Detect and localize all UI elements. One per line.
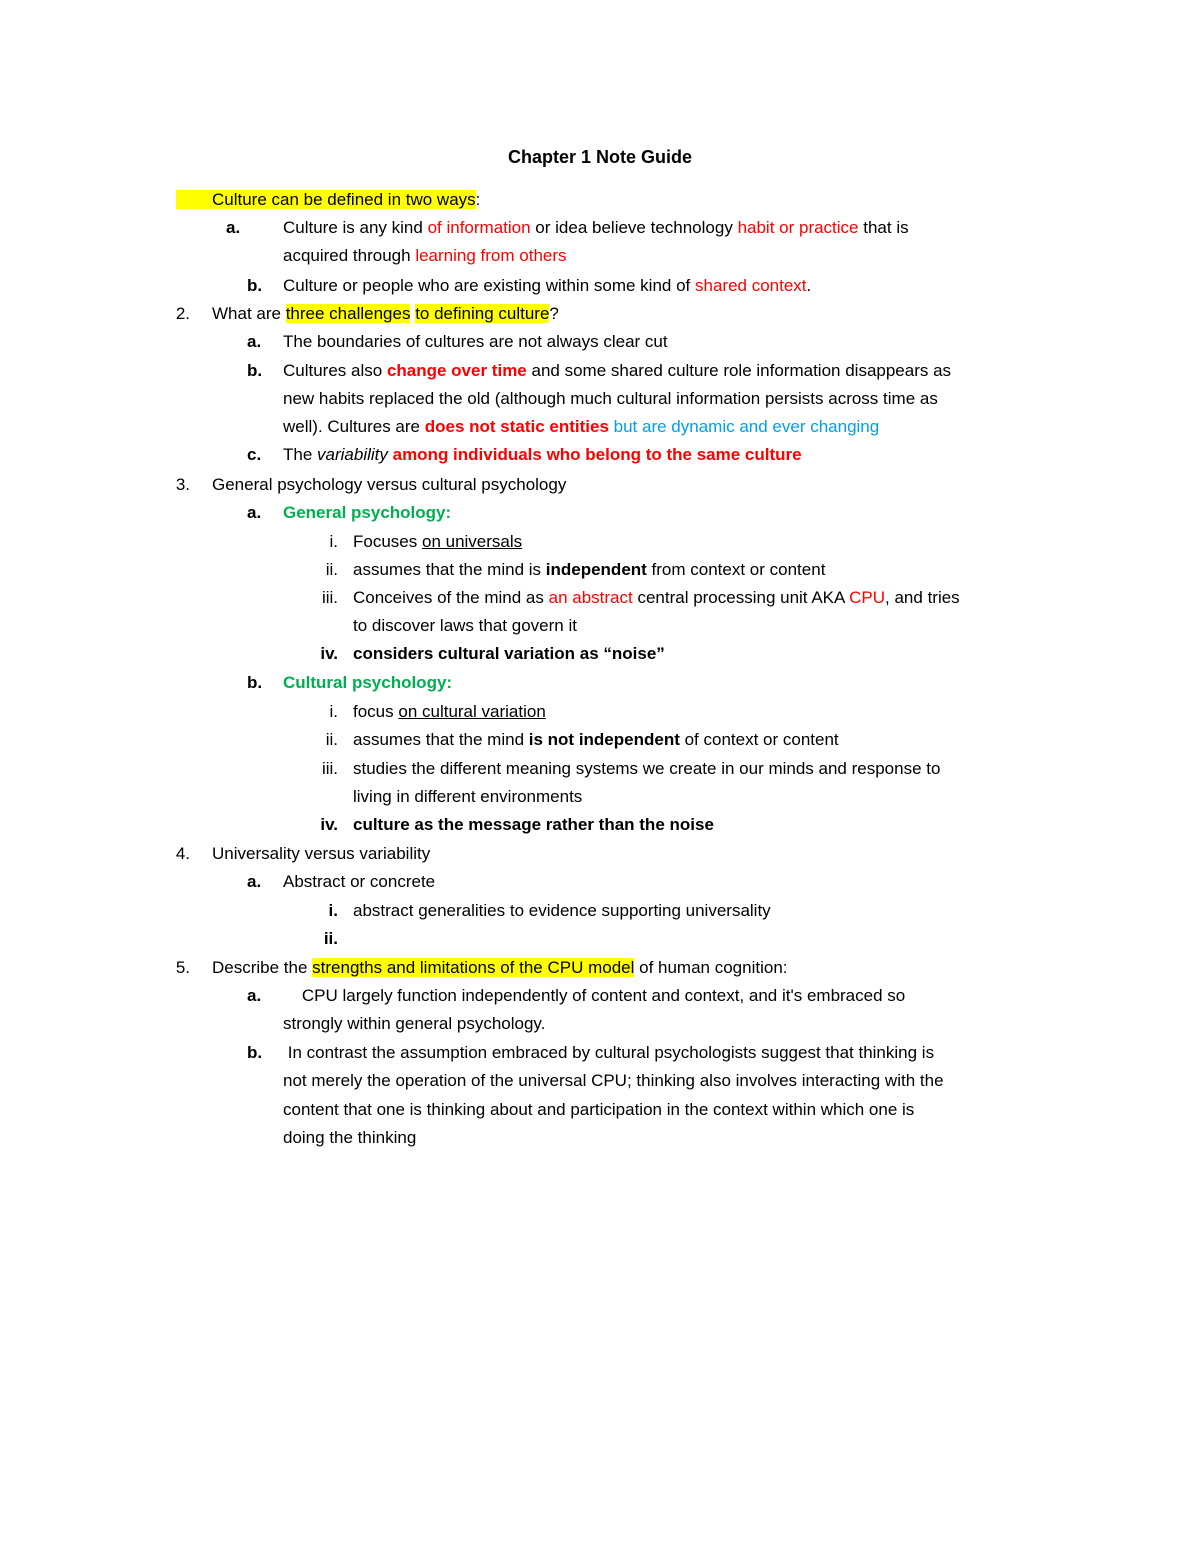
item-3b-ii — [353, 726, 839, 754]
item-2-number: 2. — [175, 304, 190, 323]
text-span: shared context — [695, 276, 807, 295]
text-span: CPU — [849, 588, 886, 607]
item-5a-line1: CPU largely function independently of content and context, and it's embraced so — [283, 986, 906, 1005]
item-1b-marker: b. — [247, 276, 263, 295]
text-span: among individuals who belong to the same culture — [387, 445, 802, 464]
text-span: change over time — [386, 361, 527, 380]
item-3-number: 3. — [175, 475, 190, 494]
item-5-number: 5. — [175, 958, 190, 977]
item-4a-ii-marker: ii. — [323, 929, 338, 948]
page-title: Chapter 1 Note Guide — [507, 147, 693, 167]
text-span: that is — [858, 218, 909, 237]
text-span: independent — [545, 560, 647, 579]
text-span: What are — [212, 304, 286, 323]
text-span: The — [283, 445, 318, 464]
text-span: focus — [353, 702, 399, 721]
item-2b-line1 — [283, 357, 951, 385]
item-4-number: 4. — [175, 844, 190, 863]
item-3b-i — [353, 698, 546, 726]
item-3b-iii-line2: living in different environments — [353, 787, 583, 806]
text-span: Focuses — [353, 532, 422, 551]
text-span: on cultural variation — [398, 702, 546, 721]
item-4a: Abstract or concrete — [283, 872, 436, 891]
item-3a-iv: considers cultural variation as “noise” — [353, 644, 665, 663]
text-span: of human cognition: — [634, 958, 788, 977]
item-2a-marker: a. — [247, 332, 262, 351]
item-3b-label: Cultural psychology: — [283, 673, 453, 692]
item-1-colon: : — [475, 190, 481, 209]
text-span: . — [806, 276, 812, 295]
item-2c — [283, 441, 802, 469]
text-span: ? — [549, 304, 559, 323]
item-1a-marker: a. — [226, 218, 241, 237]
text-span: Cultures also — [283, 361, 387, 380]
text-span: to defining culture — [415, 304, 550, 323]
item-3a-ii-marker: ii. — [325, 560, 338, 579]
item-5 — [212, 954, 788, 982]
text-span: an abstract — [548, 588, 633, 607]
item-5b-line4: doing the thinking — [283, 1128, 417, 1147]
text-span: learning from others — [415, 246, 567, 265]
item-3a-iii-line2: to discover laws that govern it — [353, 616, 577, 635]
item-2b-line3 — [283, 413, 879, 441]
item-3a-iv-marker: iv. — [320, 644, 338, 663]
item-2b-marker: b. — [247, 361, 263, 380]
text-span: variability — [317, 445, 388, 464]
item-5b-line2: not merely the operation of the universal CPU; thinking also involves interacting with the — [283, 1071, 944, 1090]
text-span: of context or content — [679, 730, 839, 749]
text-span: assumes that the mind — [353, 730, 529, 749]
item-3: General psychology versus cultural psychology — [212, 475, 567, 494]
item-1-text: Culture can be defined in two ways — [176, 190, 476, 209]
item-1b — [283, 272, 811, 300]
text-span: Describe the — [212, 958, 313, 977]
item-5b-line1: In contrast the assumption embraced by cultural psychologists suggest that thinking is — [283, 1043, 935, 1062]
text-span: well). Cultures are — [283, 417, 425, 436]
item-3b-ii-marker: ii. — [325, 730, 338, 749]
item-3a-label: General psychology: — [283, 503, 452, 522]
item-1 — [176, 186, 480, 214]
text-span: Culture or people who are existing within some kind of — [283, 276, 695, 295]
text-span: of information — [427, 218, 531, 237]
text-span: acquired through — [283, 246, 416, 265]
text-span: from context or content — [646, 560, 826, 579]
text-span: habit or practice — [737, 218, 859, 237]
item-5b-marker: b. — [247, 1043, 263, 1062]
item-3b-iv: culture as the message rather than the noise — [353, 815, 714, 834]
text-span: Conceives of the mind as — [353, 588, 549, 607]
item-3b-iv-marker: iv. — [320, 815, 338, 834]
item-5b-line3: content that one is thinking about and participation in the context within which one is — [283, 1100, 915, 1119]
text-span: Culture is any kind — [283, 218, 428, 237]
text-span: does not static entities — [424, 417, 609, 436]
item-3a-ii — [353, 556, 825, 584]
item-4a-marker: a. — [247, 872, 262, 891]
item-3a-iii-line1 — [353, 584, 960, 612]
text-span: central processing unit AKA — [632, 588, 850, 607]
item-3b-i-marker: i. — [329, 702, 338, 721]
text-span: assumes that the mind is — [353, 560, 546, 579]
item-4: Universality versus variability — [212, 844, 431, 863]
text-span: is not independent — [528, 730, 680, 749]
text-span: but are dynamic and ever changing — [608, 417, 880, 436]
item-3b-iii-marker: iii. — [321, 759, 338, 778]
item-1a-line1 — [283, 214, 909, 242]
text-span: strengths and limitations of the CPU model — [312, 958, 635, 977]
item-2b-line2: new habits replaced the old (although much cultural information persists across time as — [283, 389, 938, 408]
text-span: or idea believe technology — [530, 218, 738, 237]
text-span: , and tries — [885, 588, 960, 607]
item-5a-line2: strongly within general psychology. — [283, 1014, 546, 1033]
item-5a-marker: a. — [247, 986, 262, 1005]
text-span: and some shared culture role information disappears as — [526, 361, 952, 380]
item-3b-marker: b. — [247, 673, 263, 692]
item-4a-i-marker: i. — [328, 901, 338, 920]
item-4a-i: abstract generalities to evidence supporting universality — [353, 901, 771, 920]
item-2a: The boundaries of cultures are not always clear cut — [283, 332, 668, 351]
item-1a-line2 — [283, 242, 567, 270]
item-3b-iii-line1: studies the different meaning systems we create in our minds and response to — [353, 759, 941, 778]
item-3a-i-marker: i. — [329, 532, 338, 551]
item-3a-i — [353, 528, 522, 556]
item-3a-iii-marker: iii. — [321, 588, 338, 607]
item-2 — [212, 300, 559, 328]
text-span: three challenges — [285, 304, 411, 323]
text-span: on universals — [421, 532, 523, 551]
item-3a-marker: a. — [247, 503, 262, 522]
item-2c-marker: c. — [247, 445, 262, 464]
